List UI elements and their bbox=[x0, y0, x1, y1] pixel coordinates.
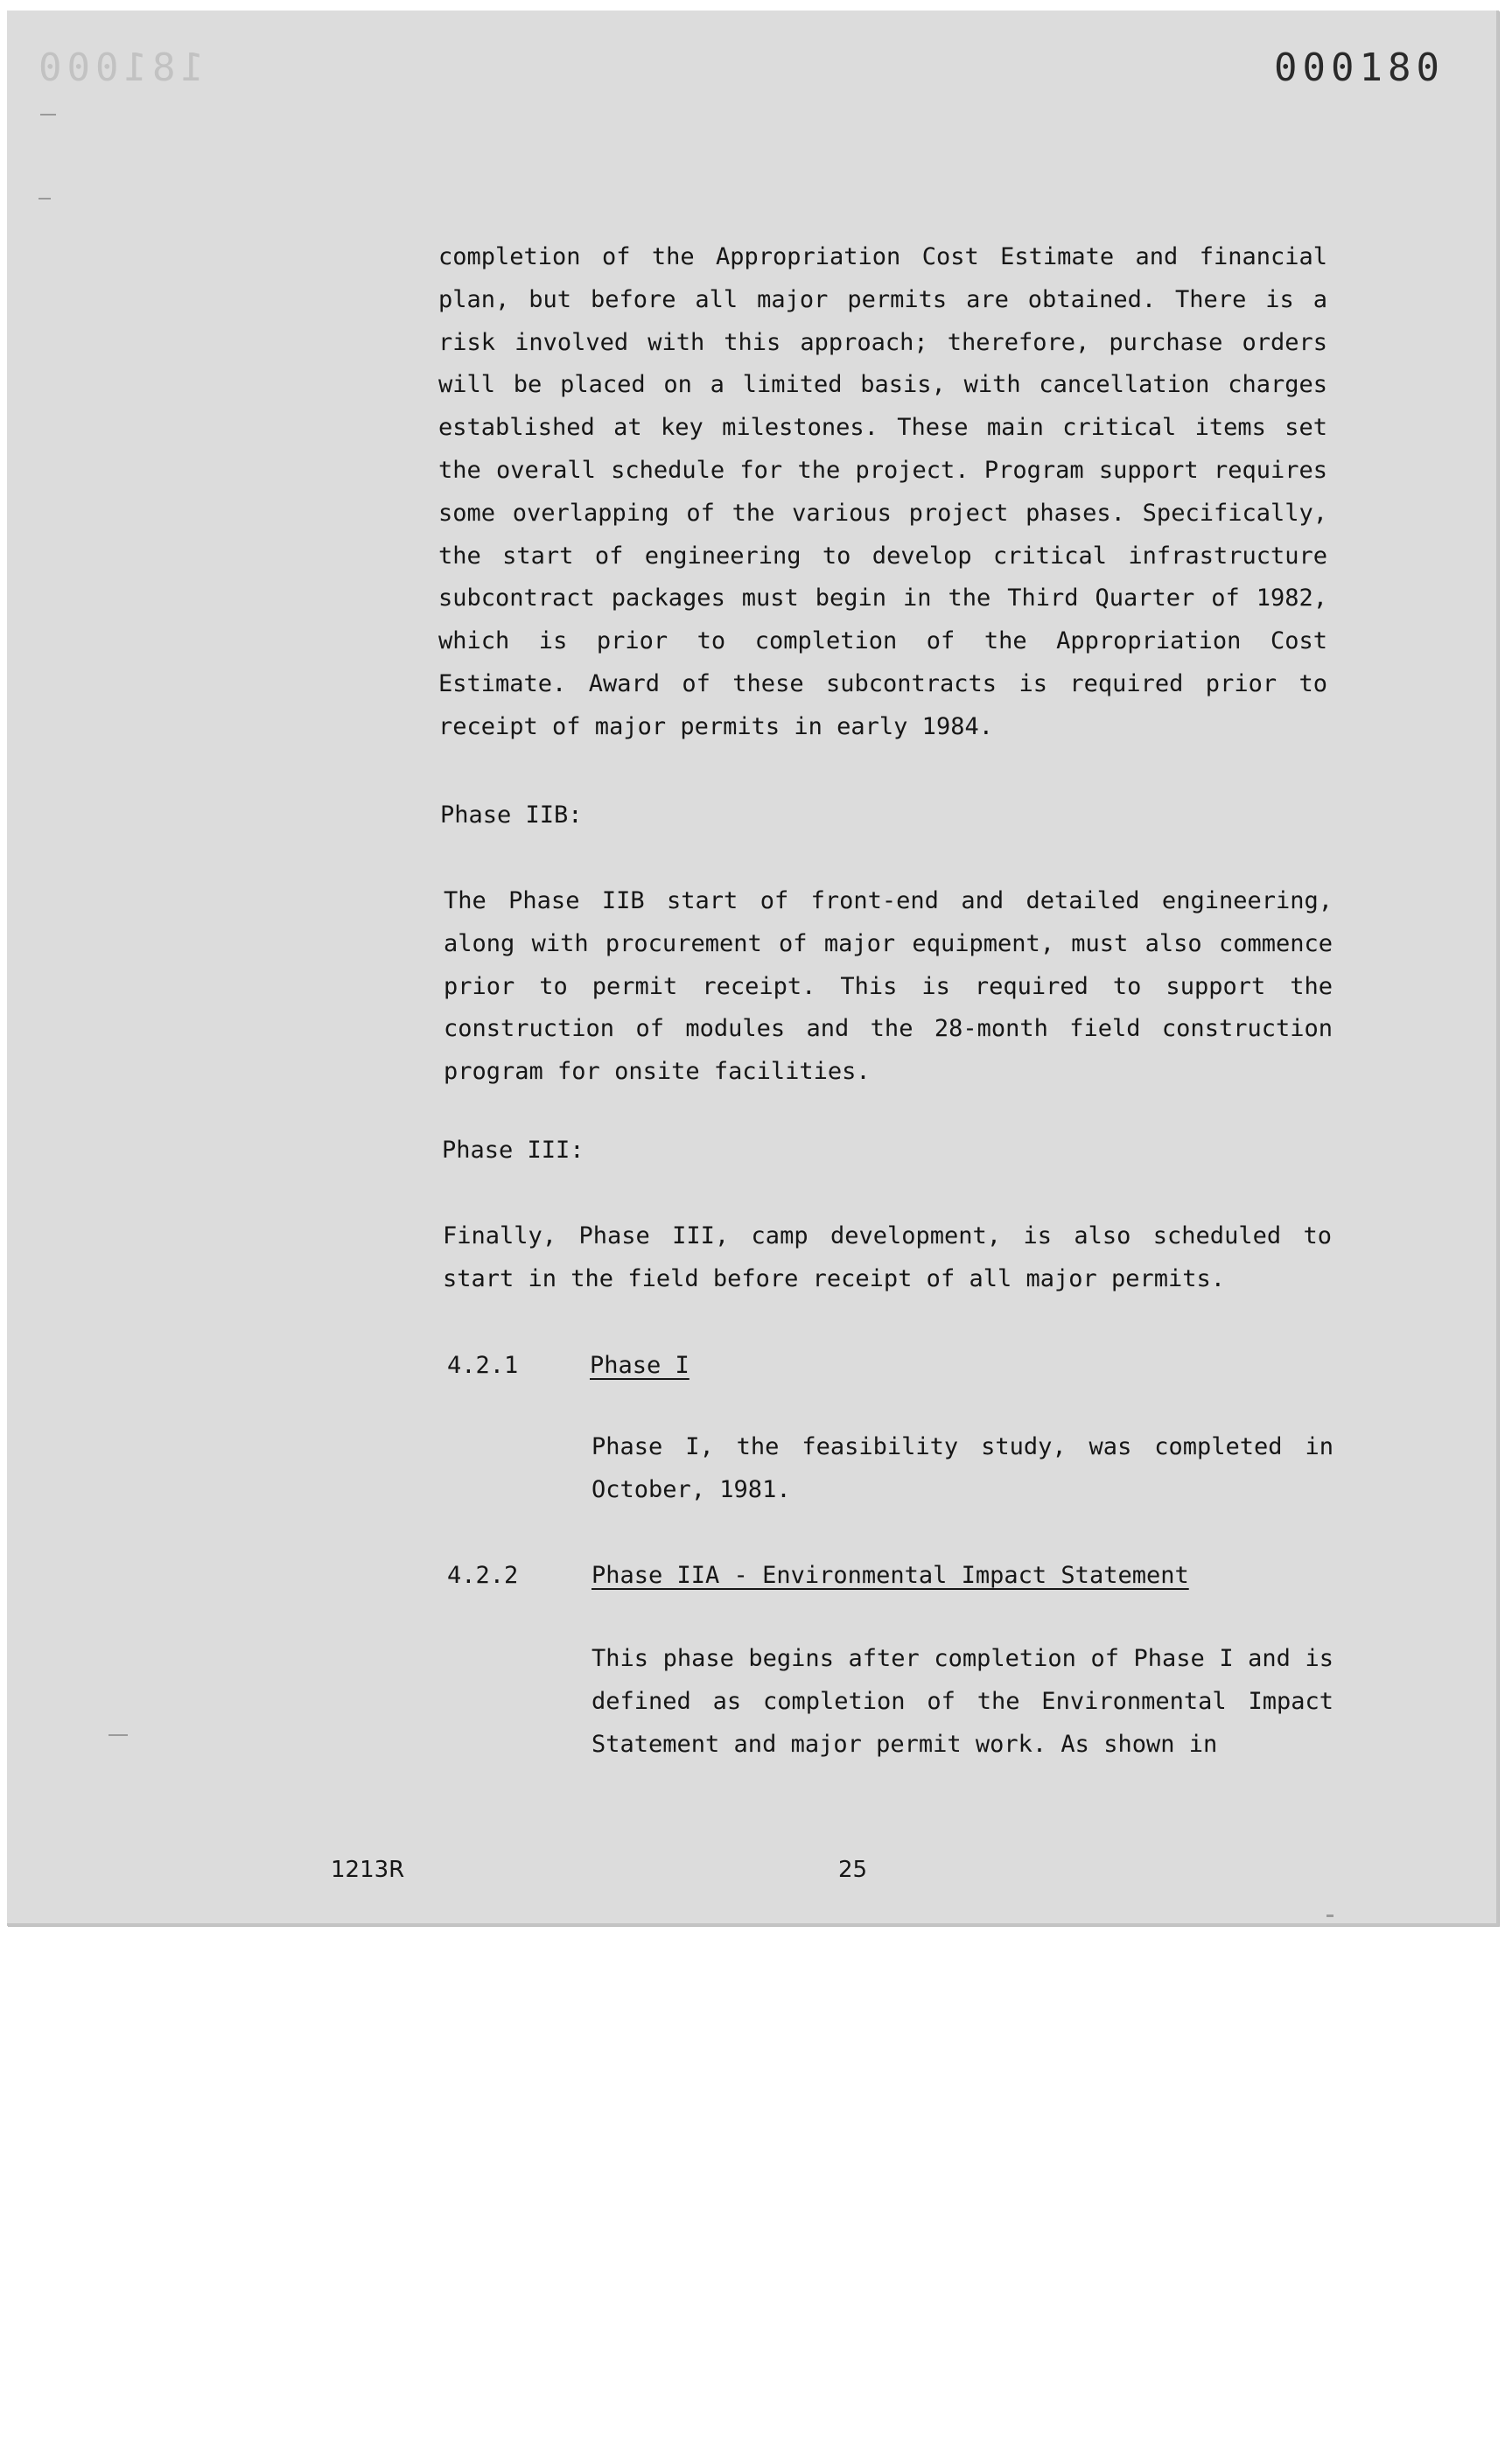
paragraph-phase-iib: The Phase IIB start of front-end and detailed engineering, along with procurement of major equipment, must also commence prior to permit receipt. This is required to support the construction of modules and the 28-month field construction program for onsite facilities. bbox=[444, 887, 1333, 1086]
section-title-phase-i: Phase I bbox=[590, 1352, 690, 1379]
scan-speck bbox=[1326, 1914, 1334, 1917]
footer-document-code: 1213R bbox=[331, 1857, 405, 1883]
heading-phase-iib: Phase IIB: bbox=[440, 802, 583, 829]
scan-speck bbox=[40, 114, 56, 116]
paragraph-phase-iii: Finally, Phase III, camp development, is also scheduled to start in the field before receipt of all major permits. bbox=[443, 1222, 1332, 1292]
doc-number-bleedthrough: 181000 bbox=[33, 46, 204, 90]
paragraph-intro: completion of the Appropriation Cost Estimate and financial plan, but before all major permits are obtained. There is a risk involved with this approach; therefore, purchase orders will be placed on a limited basis, with cancellation charges established at key milestones. These main critical items set the overall schedule for the project. Program support requires some overlapping of the various project phases. Specifically, the start of engineering to develop critical infrastructure subcontract packages must begin in the Third Quarter of 1982, which is prior to completion of the Appropriation Cost Estimate. Award of these subcontracts is required prior to receipt of major permits in early 1984. bbox=[438, 243, 1327, 740]
footer-page-number: 25 bbox=[838, 1857, 868, 1883]
scan-speck bbox=[108, 1734, 128, 1736]
heading-phase-iii: Phase III: bbox=[442, 1137, 584, 1164]
scan-speck bbox=[38, 198, 51, 200]
doc-number: 000180 bbox=[1274, 46, 1445, 90]
section-number-4-2-1: 4.2.1 bbox=[447, 1352, 519, 1379]
section-title-phase-iia: Phase IIA - Environmental Impact Statement bbox=[592, 1562, 1189, 1589]
paragraph-phase-i: Phase I, the feasibility study, was completed in October, 1981. bbox=[592, 1433, 1334, 1503]
paragraph-phase-iia: This phase begins after completion of Phase I and is defined as completion of the Environmental Impact Statement and major permit work. As shown in bbox=[592, 1645, 1334, 1758]
document-page bbox=[7, 10, 1499, 1926]
section-number-4-2-2: 4.2.2 bbox=[447, 1562, 519, 1589]
